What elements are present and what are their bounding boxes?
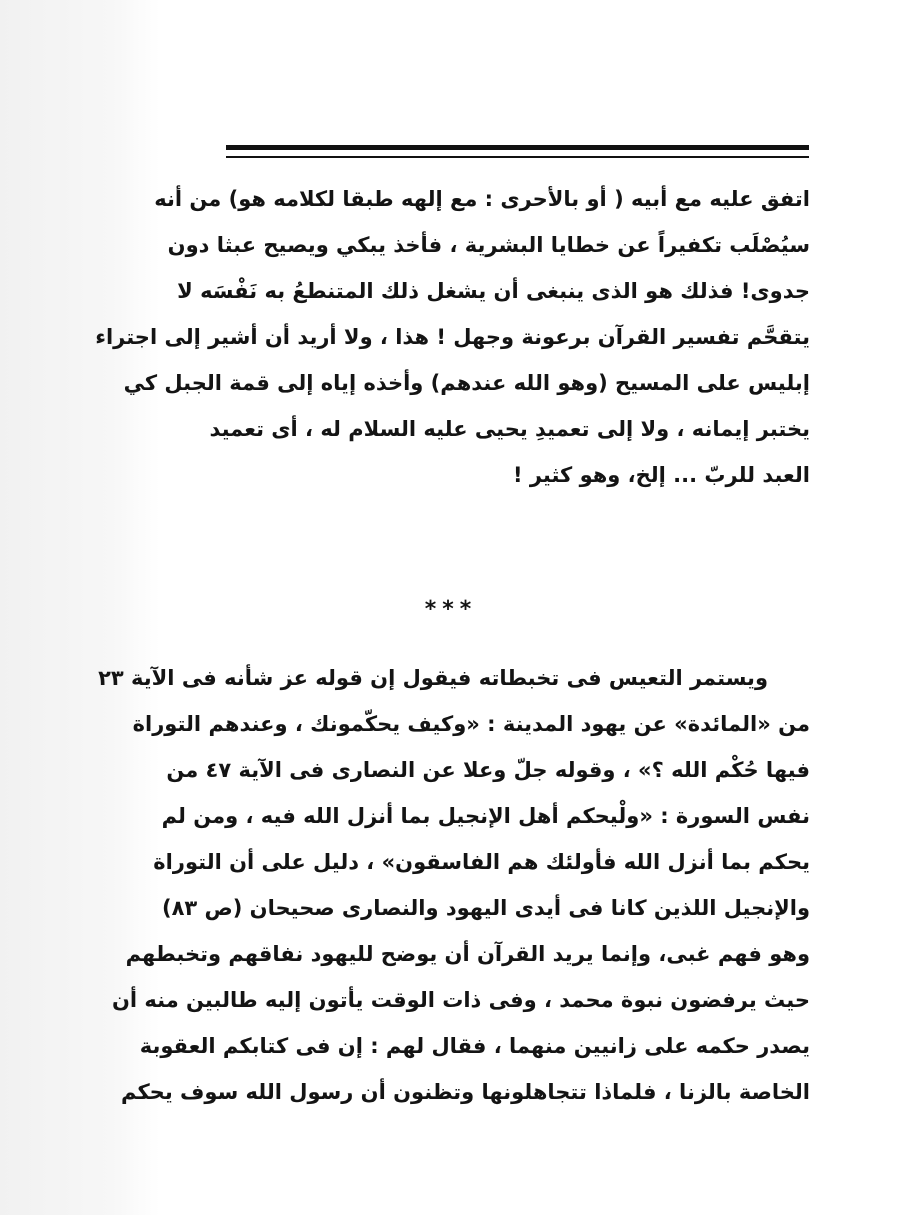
text-line: العبد للربّ ... إلخ، وهو كثير ! — [512, 463, 810, 487]
text-line: وهو فهم غبى، وإنما يريد القرآن أن يوضح لليهود نفاقهم وتخبطهم — [125, 942, 810, 966]
text-line: ويستمر التعيس فى تخبطاته فيقول إن قوله عز شأنه فى الآية ٢٣ — [98, 666, 768, 690]
text-line: جدوى! فذلك هو الذى ينبغى أن يشغل ذلك المتنطعُ به نَفْسَه لا — [177, 279, 810, 303]
text-line: نفس السورة : «ولْيحكم أهل الإنجيل بما أنزل الله فيه ، ومن لم — [161, 804, 810, 828]
text-line: يتقحَّم تفسير القرآن برعونة وجهل ! هذا ، ولا أريد أن أشير إلى اجتراء — [95, 325, 810, 349]
text-line: يصدر حكمه على زانيين منهما ، فقال لهم : إن فى كتابكم العقوبة — [139, 1034, 810, 1058]
text-line: فيها حُكْم الله ؟» ، وقوله جلّ وعلا عن النصارى فى الآية ٤٧ من — [166, 758, 810, 782]
paragraph-2 — [98, 655, 810, 1115]
section-separator: *** — [424, 597, 478, 622]
text-line: من «المائدة» عن يهود المدينة : «وكيف يحكّمونك ، وعندهم التوراة — [132, 712, 810, 736]
text-line: إبليس على المسيح (وهو الله عندهم) وأخذه إياه إلى قمة الجبل كي — [123, 371, 810, 395]
text-line: سيُصْلَب تكفيراً عن خطايا البشرية ، فأخذ يبكي ويصيح عبثا دون — [167, 233, 810, 257]
text-line: اتفق عليه مع أبيه ( أو بالأحرى : مع إلهه طبقا لكلامه هو) من أنه — [154, 187, 810, 211]
text-line: يحكم بما أنزل الله فأولئك هم الفاسقون» ، دليل على أن التوراة — [153, 850, 810, 874]
header-rule-thin — [226, 156, 809, 158]
header-rule-thick — [226, 145, 809, 150]
paragraph-1 — [95, 176, 810, 498]
text-line: والإنجيل اللذين كانا فى أيدى اليهود والنصارى صحيحان (ص ٨٣) — [161, 896, 810, 920]
text-line: الخاصة بالزنا ، فلماذا تتجاهلونها وتظنون أن رسول الله سوف يحكم — [121, 1080, 810, 1104]
text-line: حيث يرفضون نبوة محمد ، وفى ذات الوقت يأتون إليه طالبين منه أن — [111, 988, 810, 1012]
text-line: يختبر إيمانه ، ولا إلى تعميدِ يحيى عليه السلام له ، أى تعميد — [209, 417, 810, 441]
